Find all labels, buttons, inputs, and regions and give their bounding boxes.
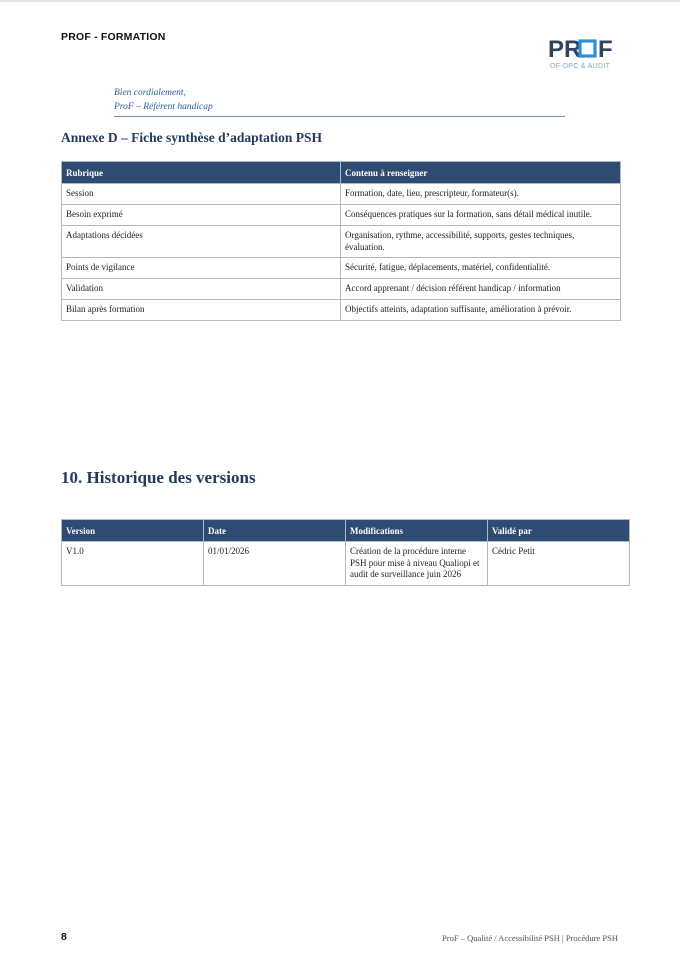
versions-cell-date: 01/01/2026 [204, 542, 346, 586]
top-rule [0, 0, 680, 2]
annex-table-header [62, 162, 621, 184]
annex-cell-rubrique: Besoin exprimé [62, 205, 341, 226]
annex-col-contenu: Contenu à renseigner [341, 162, 621, 184]
versions-cell-modifications: Création de la procédure interne PSH pour mise à niveau Qualiopi et audit de surveillance juin 2026 [346, 542, 488, 586]
annex-cell-rubrique: Points de vigilance [62, 258, 341, 279]
versions-col-date: Date [204, 520, 346, 542]
table-row [62, 226, 621, 258]
versions-cell-version: V1.0 [62, 542, 204, 586]
logo-o-square [580, 41, 595, 56]
annex-cell-contenu: Accord apprenant / décision référent handicap / information [341, 279, 621, 300]
table-row [62, 279, 621, 300]
annex-cell-rubrique: Bilan après formation [62, 300, 341, 321]
annex-cell-contenu: Organisation, rythme, accessibilité, supports, gestes techniques, évaluation. [341, 226, 621, 258]
prof-logo-icon [548, 36, 616, 62]
annex-cell-contenu: Conséquences pratiques sur la formation, sans détail médical inutile. [341, 205, 621, 226]
versions-col-version: Version [62, 520, 204, 542]
table-row [62, 205, 621, 226]
versions-col-valide-par: Validé par [488, 520, 630, 542]
page-number: 8 [61, 931, 67, 943]
annex-cell-rubrique: Validation [62, 279, 341, 300]
versions-table-header [62, 520, 630, 542]
signature-block [114, 86, 565, 117]
annex-table [61, 161, 621, 321]
annex-col-rubrique: Rubrique [62, 162, 341, 184]
versions-cell-valide-par: Cédric Petit [488, 542, 630, 586]
logo-pr-glyphs: PR [548, 36, 582, 62]
versions-section-title: 10. Historique des versions [61, 468, 256, 487]
footer-document-label: ProF – Qualité / Accessibilité PSH | Procédure PSH [442, 933, 618, 943]
header-title: PROF - FORMATION [61, 31, 166, 43]
logo-f-glyph: F [598, 36, 613, 62]
annex-cell-contenu: Sécurité, fatigue, déplacements, matériel, confidentialité. [341, 258, 621, 279]
signature-line-1: Bien cordialement, [114, 88, 186, 98]
versions-col-modifications: Modifications [346, 520, 488, 542]
signature-line-2: ProF – Référent handicap [114, 102, 213, 112]
annex-cell-contenu: Formation, date, lieu, prescripteur, formateur(s). [341, 184, 621, 205]
annex-cell-rubrique: Session [62, 184, 341, 205]
annex-title: Annexe D – Fiche synthèse d’adaptation PSH [61, 130, 323, 145]
table-row [62, 300, 621, 321]
versions-table [61, 519, 630, 586]
logo-subtitle: OF-DPC & AUDIT [550, 63, 611, 70]
table-row [62, 258, 621, 279]
table-row [62, 184, 621, 205]
annex-cell-contenu: Objectifs atteints, adaptation suffisante, amélioration à prévoir. [341, 300, 621, 321]
table-row [62, 542, 630, 586]
company-logo [548, 36, 618, 70]
annex-cell-rubrique: Adaptations décidées [62, 226, 341, 258]
